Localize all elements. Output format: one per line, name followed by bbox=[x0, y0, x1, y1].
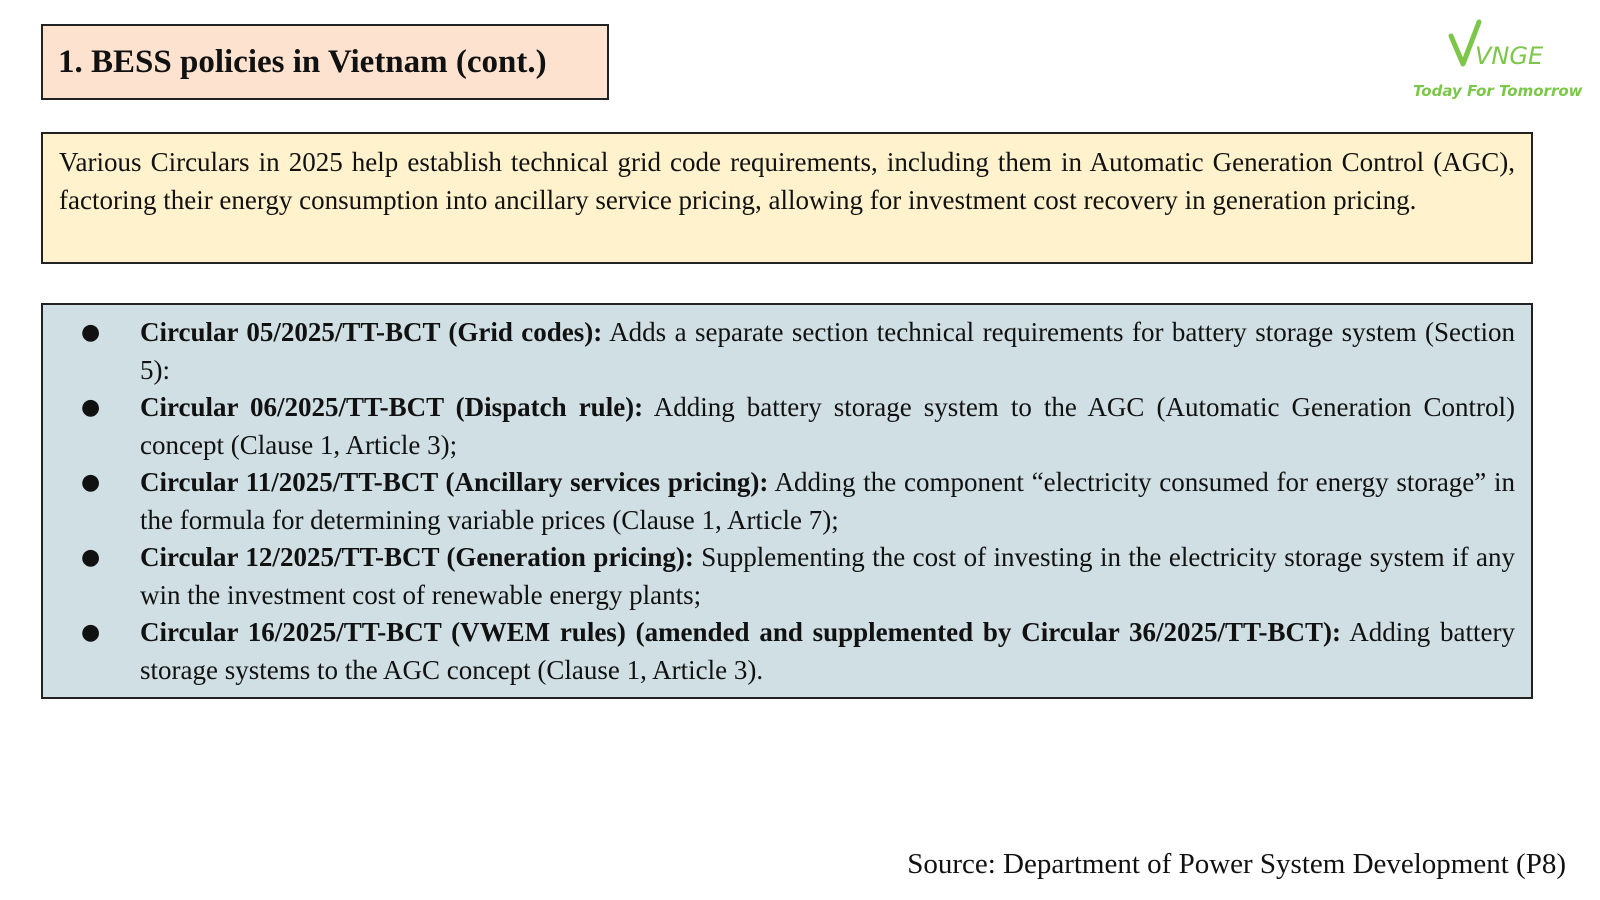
logo-tagline: Today For Tomorrow bbox=[1413, 82, 1583, 100]
list-item bbox=[43, 614, 1515, 689]
circular-text: Adding battery storage systems to the AGC concept (Clause 1, Article 3). bbox=[140, 617, 1515, 685]
bullet-icon: ● bbox=[81, 395, 101, 420]
list-item bbox=[43, 464, 1515, 539]
bullet-icon: ● bbox=[81, 320, 101, 345]
circular-heading: Circular 06/2025/TT-BCT (Dispatch rule): bbox=[140, 392, 644, 422]
circulars-list bbox=[41, 303, 1533, 699]
bullet-icon: ● bbox=[81, 545, 101, 570]
circular-heading: Circular 11/2025/TT-BCT (Ancillary services pricing): bbox=[140, 467, 769, 497]
vnge-logo bbox=[1405, 18, 1583, 108]
circular-text: Supplementing the cost of investing in the electricity storage system if any win the investment cost of renewable energy plants; bbox=[140, 542, 1515, 610]
slide-title: 1. BESS policies in Vietnam (cont.) bbox=[41, 24, 609, 100]
logo-brand-text: VNGE bbox=[1475, 42, 1544, 70]
bullet-icon: ● bbox=[81, 470, 101, 495]
list-item bbox=[43, 539, 1515, 614]
bullet-icon: ● bbox=[81, 620, 101, 645]
vnge-logo-mark bbox=[1445, 18, 1545, 78]
list-item bbox=[43, 389, 1515, 464]
circular-text: Adding battery storage system to the AGC (Automatic Generation Control) concept (Clause 1, Article 3); bbox=[140, 392, 1515, 460]
intro-paragraph: Various Circulars in 2025 help establish technical grid code requirements, including them in Automatic Generation Control (AGC), factoring their energy consumption into ancillary service pricing, allowing for investment cost recovery in generation pricing. bbox=[41, 132, 1533, 264]
circular-text: Adding the component “electricity consumed for energy storage” in the formula for determining variable prices (Clause 1, Article 7); bbox=[140, 467, 1515, 535]
list-item bbox=[43, 314, 1515, 389]
source-citation: Source: Department of Power System Development (P8) bbox=[907, 848, 1566, 880]
circular-heading: Circular 16/2025/TT-BCT (VWEM rules) (amended and supplemented by Circular 36/2025/TT-BCT): bbox=[140, 617, 1341, 647]
circular-text: Adds a separate section technical requirements for battery storage system (Section 5): bbox=[140, 317, 1515, 385]
circular-heading: Circular 05/2025/TT-BCT (Grid codes): bbox=[140, 317, 603, 347]
circular-heading: Circular 12/2025/TT-BCT (Generation pricing): bbox=[140, 542, 694, 572]
